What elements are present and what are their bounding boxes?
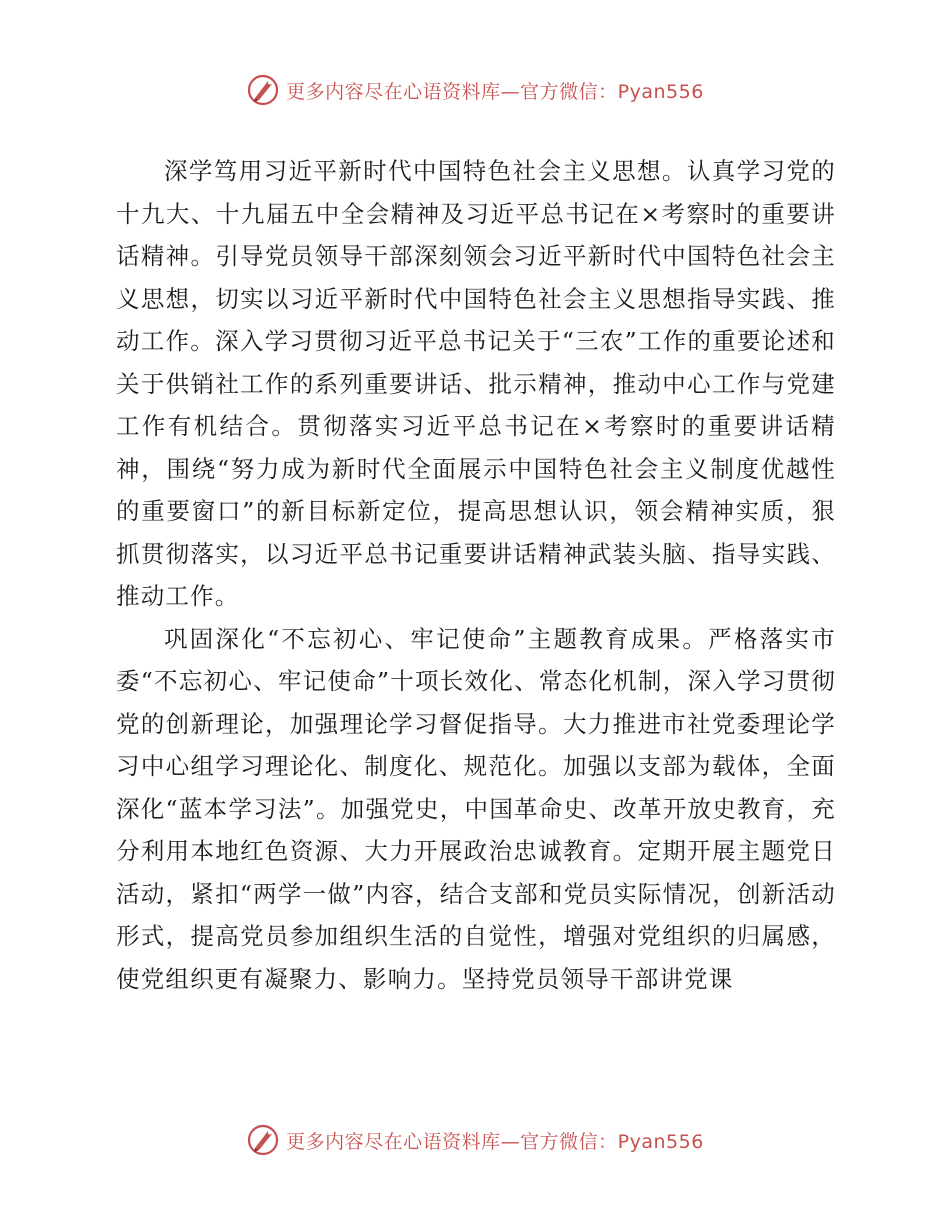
- header-watermark: [0, 70, 950, 110]
- paragraph-2: 巩固深化“不忘初心、牢记使命”主题教育成果。严格落实市委“不忘初心、牢记使命”十项长效化、常态化机制，深入学习贯彻党的创新理论，加强理论学习督促指导。大力推进市社党委理论学习中心组学习理论化、制度化、规范化。加强以支部为载体，全面深化“蓝本学习法”。加强党史，中国革命史、改革开放史教育，充分利用本地红色资源、大力开展政治忠诚教育。定期开展主题党日活动，紧扣“两学一做”内容，结合支部和党员实际情况，创新活动形式，提高党员参加组织生活的自觉性，增强对党组织的归属感，使党组织更有凝聚力、影响力。坚持党员领导干部讲党课: [116, 624, 836, 993]
- footer-watermark-text: 更多内容尽在心语资料库—官方微信：Pyan556: [286, 1130, 704, 1153]
- pen-logo-icon: [246, 73, 280, 107]
- header-watermark-text: 更多内容尽在心语资料库—官方微信：Pyan556: [286, 80, 704, 103]
- paragraph-1: 深学笃用习近平新时代中国特色社会主义思想。认真学习党的十九大、十九届五中全会精神及习近平总书记在×考察时的重要讲话精神。引导党员领导干部深刻领会习近平新时代中国特色社会主义思想，切实以习近平新时代中国特色社会主义思想指导实践、推动工作。深入学习贯彻习近平总书记关于“三农”工作的重要论述和关于供销社工作的系列重要讲话、批示精神，推动中心工作与党建工作有机结合。贯彻落实习近平总书记在×考察时的重要讲话精神，围绕“努力成为新时代全面展示中国特色社会主义制度优越性的重要窗口”的新目标新定位，提高思想认识，领会精神实质，狠抓贯彻落实，以习近平总书记重要讲话精神武装头脑、指导实践、推动工作。: [116, 157, 836, 610]
- pen-logo-icon: [246, 1123, 280, 1157]
- footer-watermark: [0, 1120, 950, 1160]
- document-body: [116, 150, 836, 1000]
